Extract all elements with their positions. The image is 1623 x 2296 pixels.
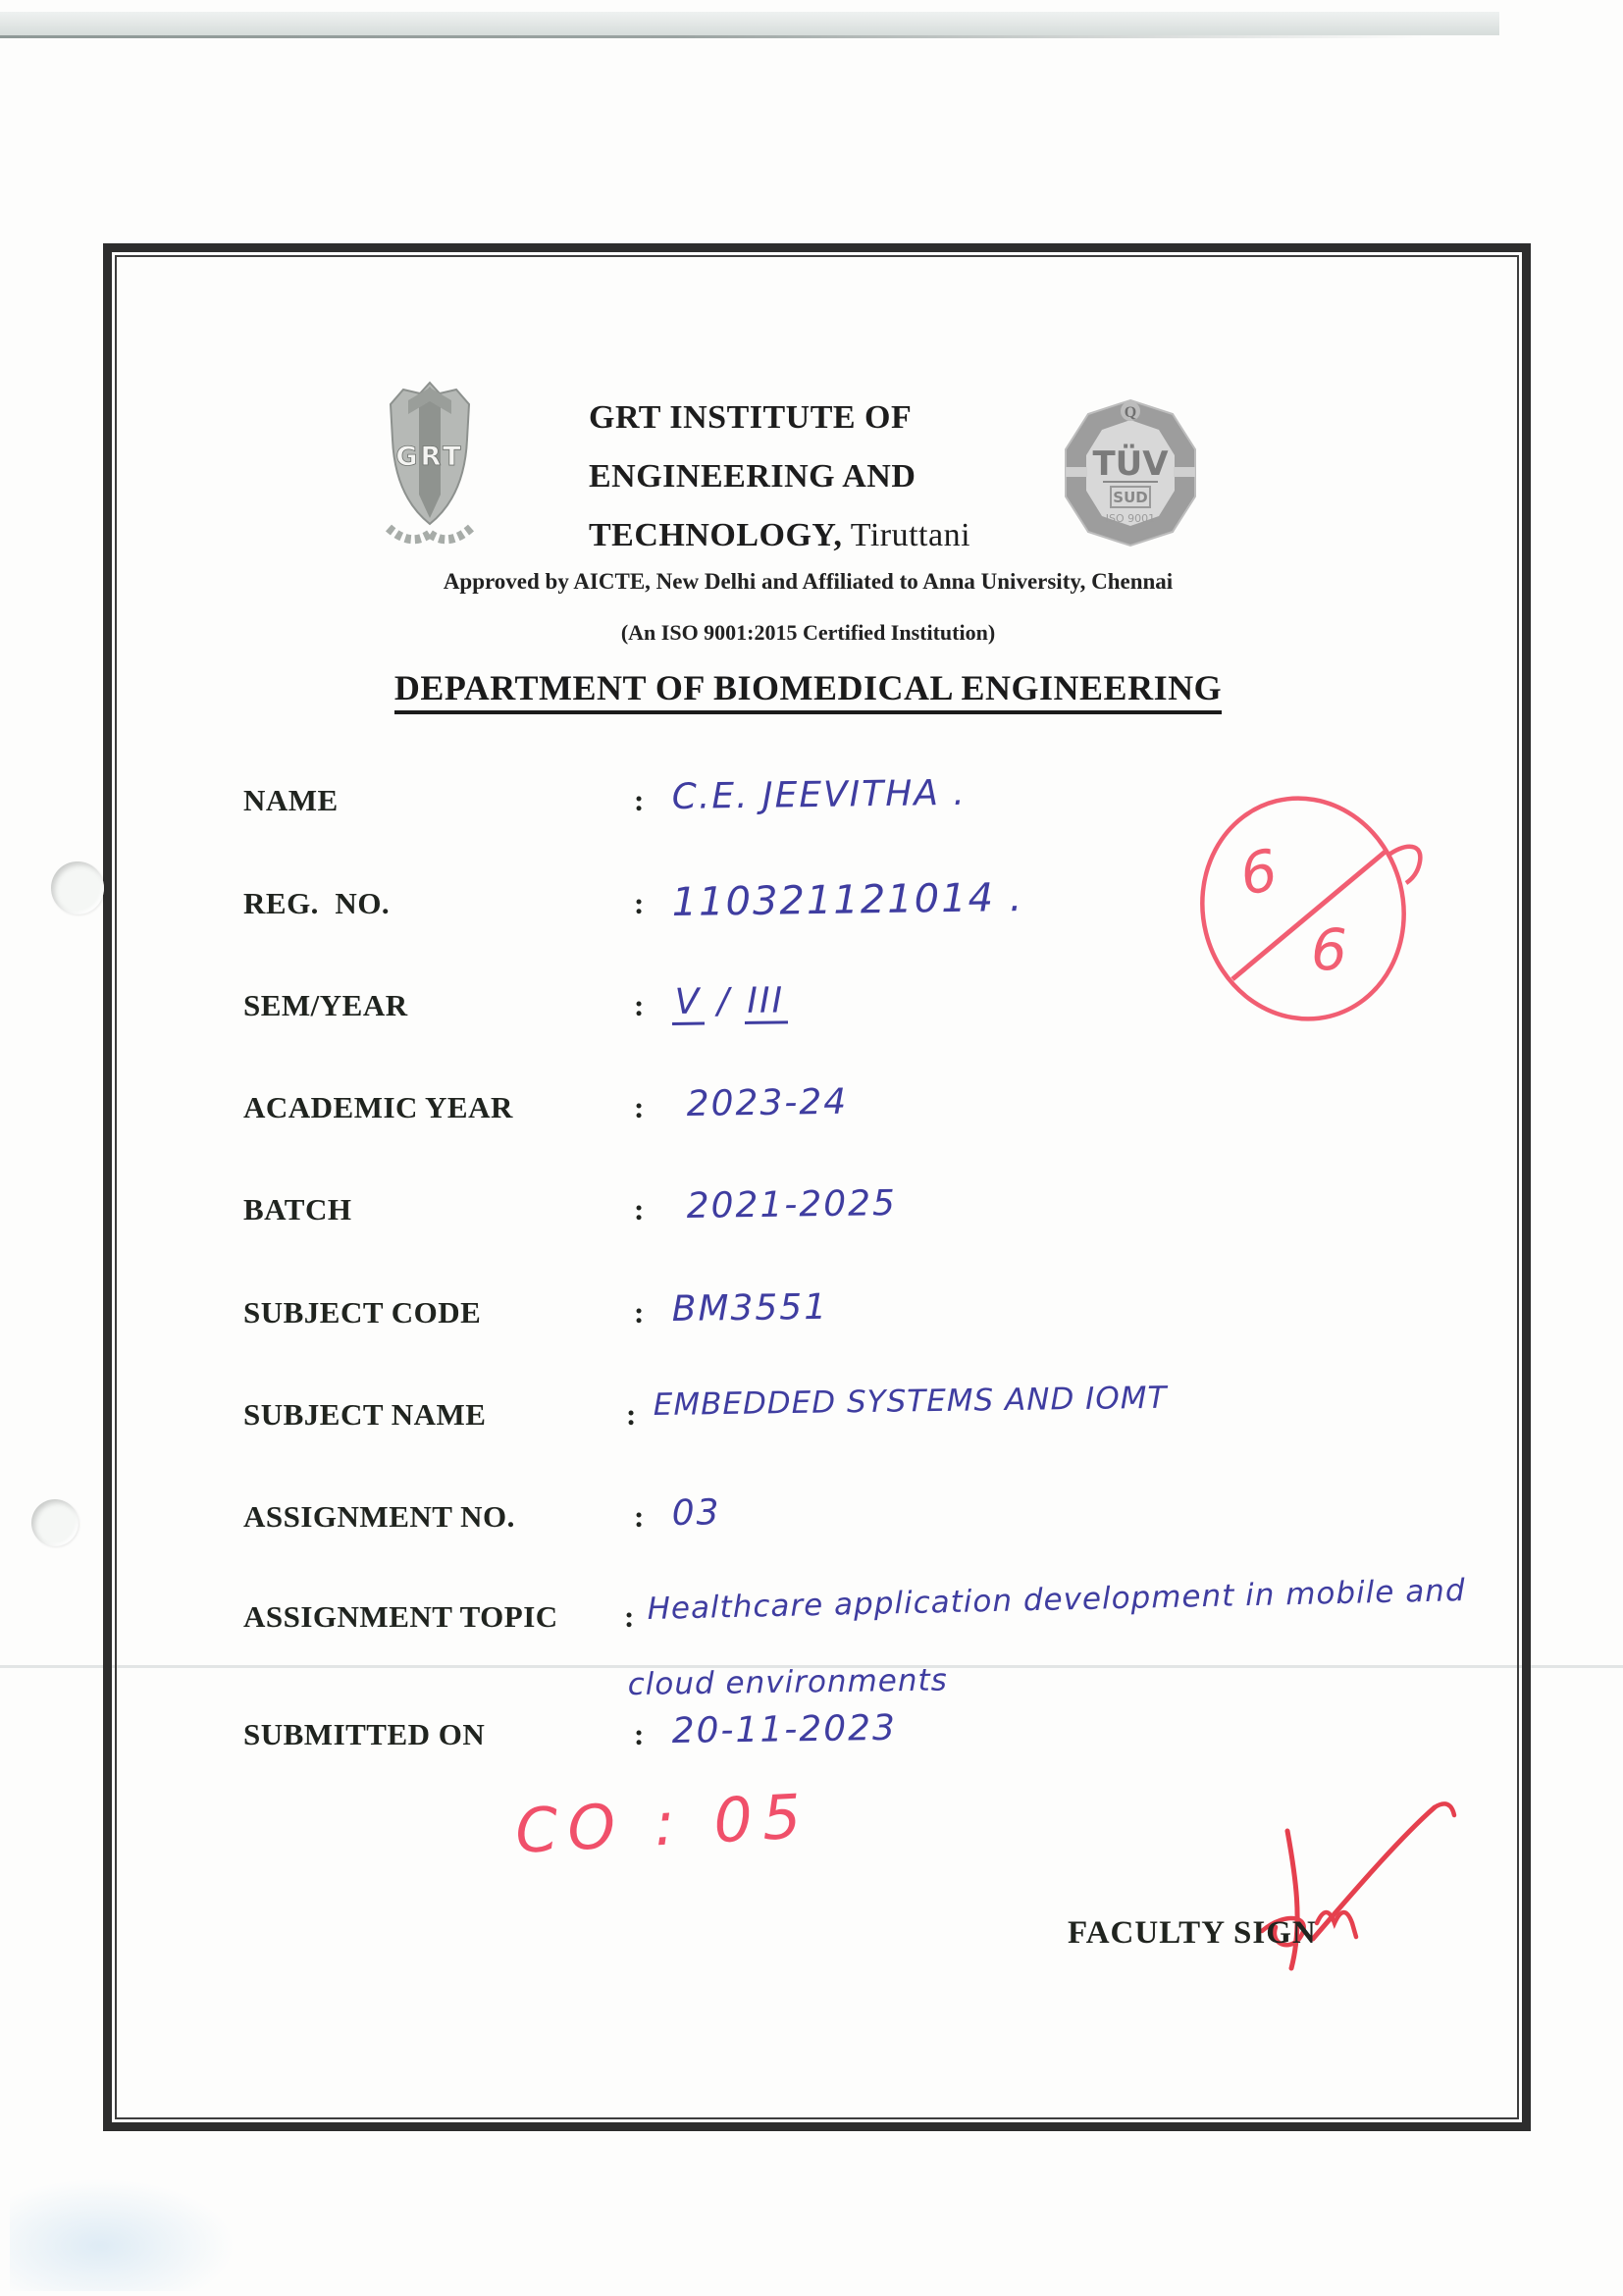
faculty-signature-icon <box>1197 1794 1482 1990</box>
submitted-on-value-handwritten: 20-11-2023 <box>671 1707 898 1751</box>
form-row-academic-year <box>243 1081 1421 1149</box>
grt-shield-logo-icon <box>381 379 479 546</box>
tuv-q-mark: Q <box>1124 404 1137 421</box>
grade-denominator: 6 <box>1311 916 1347 983</box>
form-row-submitted-on <box>243 1707 1421 1776</box>
assignment-topic-line1-handwritten: Healthcare application development in mobile and <box>647 1573 1466 1627</box>
laurel-wreath-right <box>430 528 471 540</box>
colon: : <box>634 1090 645 1124</box>
reg-no-label: REG. NO. <box>243 886 391 920</box>
subject-name-value-handwritten: EMBEDDED SYSTEMS AND IOMT <box>653 1380 1168 1423</box>
sem-year-value-handwritten <box>671 980 787 1022</box>
institution-name-line1: GRT INSTITUTE OF <box>589 399 913 436</box>
tuv-left-band <box>1066 467 1087 477</box>
tuv-main-text: TÜV <box>1092 444 1169 484</box>
colon: : <box>634 1192 645 1226</box>
institution-city: Tiruttani <box>842 517 971 553</box>
grade-circle-annotation-icon <box>1174 775 1439 1040</box>
form-row-subject-code <box>243 1286 1421 1354</box>
red-marks-note-handwritten: CO : 05 <box>513 1780 813 1867</box>
grt-logo-text: GRT <box>395 442 464 472</box>
name-value-handwritten: C.E. JEEVITHA . <box>671 772 968 817</box>
tuv-right-band <box>1174 467 1195 477</box>
form-row-batch <box>243 1183 1421 1251</box>
batch-label: BATCH <box>243 1192 352 1226</box>
tuv-sud-iso-certification-icon <box>1056 394 1205 553</box>
sem-value: V <box>671 982 704 1025</box>
scan-top-edge-artifact <box>0 12 1499 35</box>
grade-numerator: 6 <box>1234 836 1283 909</box>
colon: : <box>634 1295 645 1330</box>
faculty-sign-label: FACULTY SIGN <box>1068 1915 1317 1951</box>
institution-name-line2: ENGINEERING AND <box>589 458 916 495</box>
sem-year-separator: / <box>704 980 745 1022</box>
tuv-sub-text: SUD <box>1113 489 1148 506</box>
reg-no-value-handwritten: 110321121014 . <box>671 874 1024 925</box>
subject-name-label: SUBJECT NAME <box>243 1397 487 1432</box>
assignment-topic-line2-handwritten: cloud environments <box>627 1662 949 1702</box>
punch-hole-top <box>51 861 104 914</box>
scan-blue-smudge <box>10 2178 236 2291</box>
laurel-wreath-left <box>389 528 430 540</box>
colon: : <box>634 1499 645 1534</box>
submitted-on-label: SUBMITTED ON <box>243 1717 486 1751</box>
grade-circle-stroke <box>1179 777 1428 1040</box>
department-heading <box>103 667 1513 708</box>
colon: : <box>624 1599 635 1634</box>
iso-certified-line: (An ISO 9001:2015 Certified Institution) <box>620 620 996 645</box>
sem-year-label: SEM/YEAR <box>243 988 408 1022</box>
academic-year-label: ACADEMIC YEAR <box>243 1090 513 1124</box>
institution-name-line3-bold: TECHNOLOGY, <box>589 517 843 553</box>
batch-value-handwritten: 2021-2025 <box>686 1183 898 1226</box>
punch-hole-bottom <box>31 1499 79 1546</box>
name-label: NAME <box>243 783 339 817</box>
form-row-assignment-no <box>243 1492 1421 1558</box>
assignment-no-label: ASSIGNMENT NO. <box>243 1499 515 1534</box>
approval-line: Approved by AICTE, New Delhi and Affiliated to Anna University, Chennai <box>443 569 1174 594</box>
assignment-topic-label: ASSIGNMENT TOPIC <box>243 1599 558 1634</box>
year-value: III <box>744 980 787 1024</box>
colon: : <box>634 886 645 920</box>
colon: : <box>626 1397 637 1432</box>
colon: : <box>634 1717 645 1751</box>
subject-code-value-handwritten: BM3551 <box>671 1286 829 1330</box>
department-heading-text: DEPARTMENT OF BIOMEDICAL ENGINEERING <box>394 668 1222 714</box>
subject-code-label: SUBJECT CODE <box>243 1295 482 1330</box>
academic-year-value-handwritten: 2023-24 <box>686 1081 849 1124</box>
tuv-iso-text: ISO 9001 <box>1105 512 1156 525</box>
colon: : <box>634 783 645 817</box>
colon: : <box>634 988 645 1022</box>
form-row-subject-name <box>243 1380 1421 1456</box>
assignment-no-value-handwritten: 03 <box>671 1492 721 1534</box>
signature-top-hook <box>1435 1803 1454 1815</box>
